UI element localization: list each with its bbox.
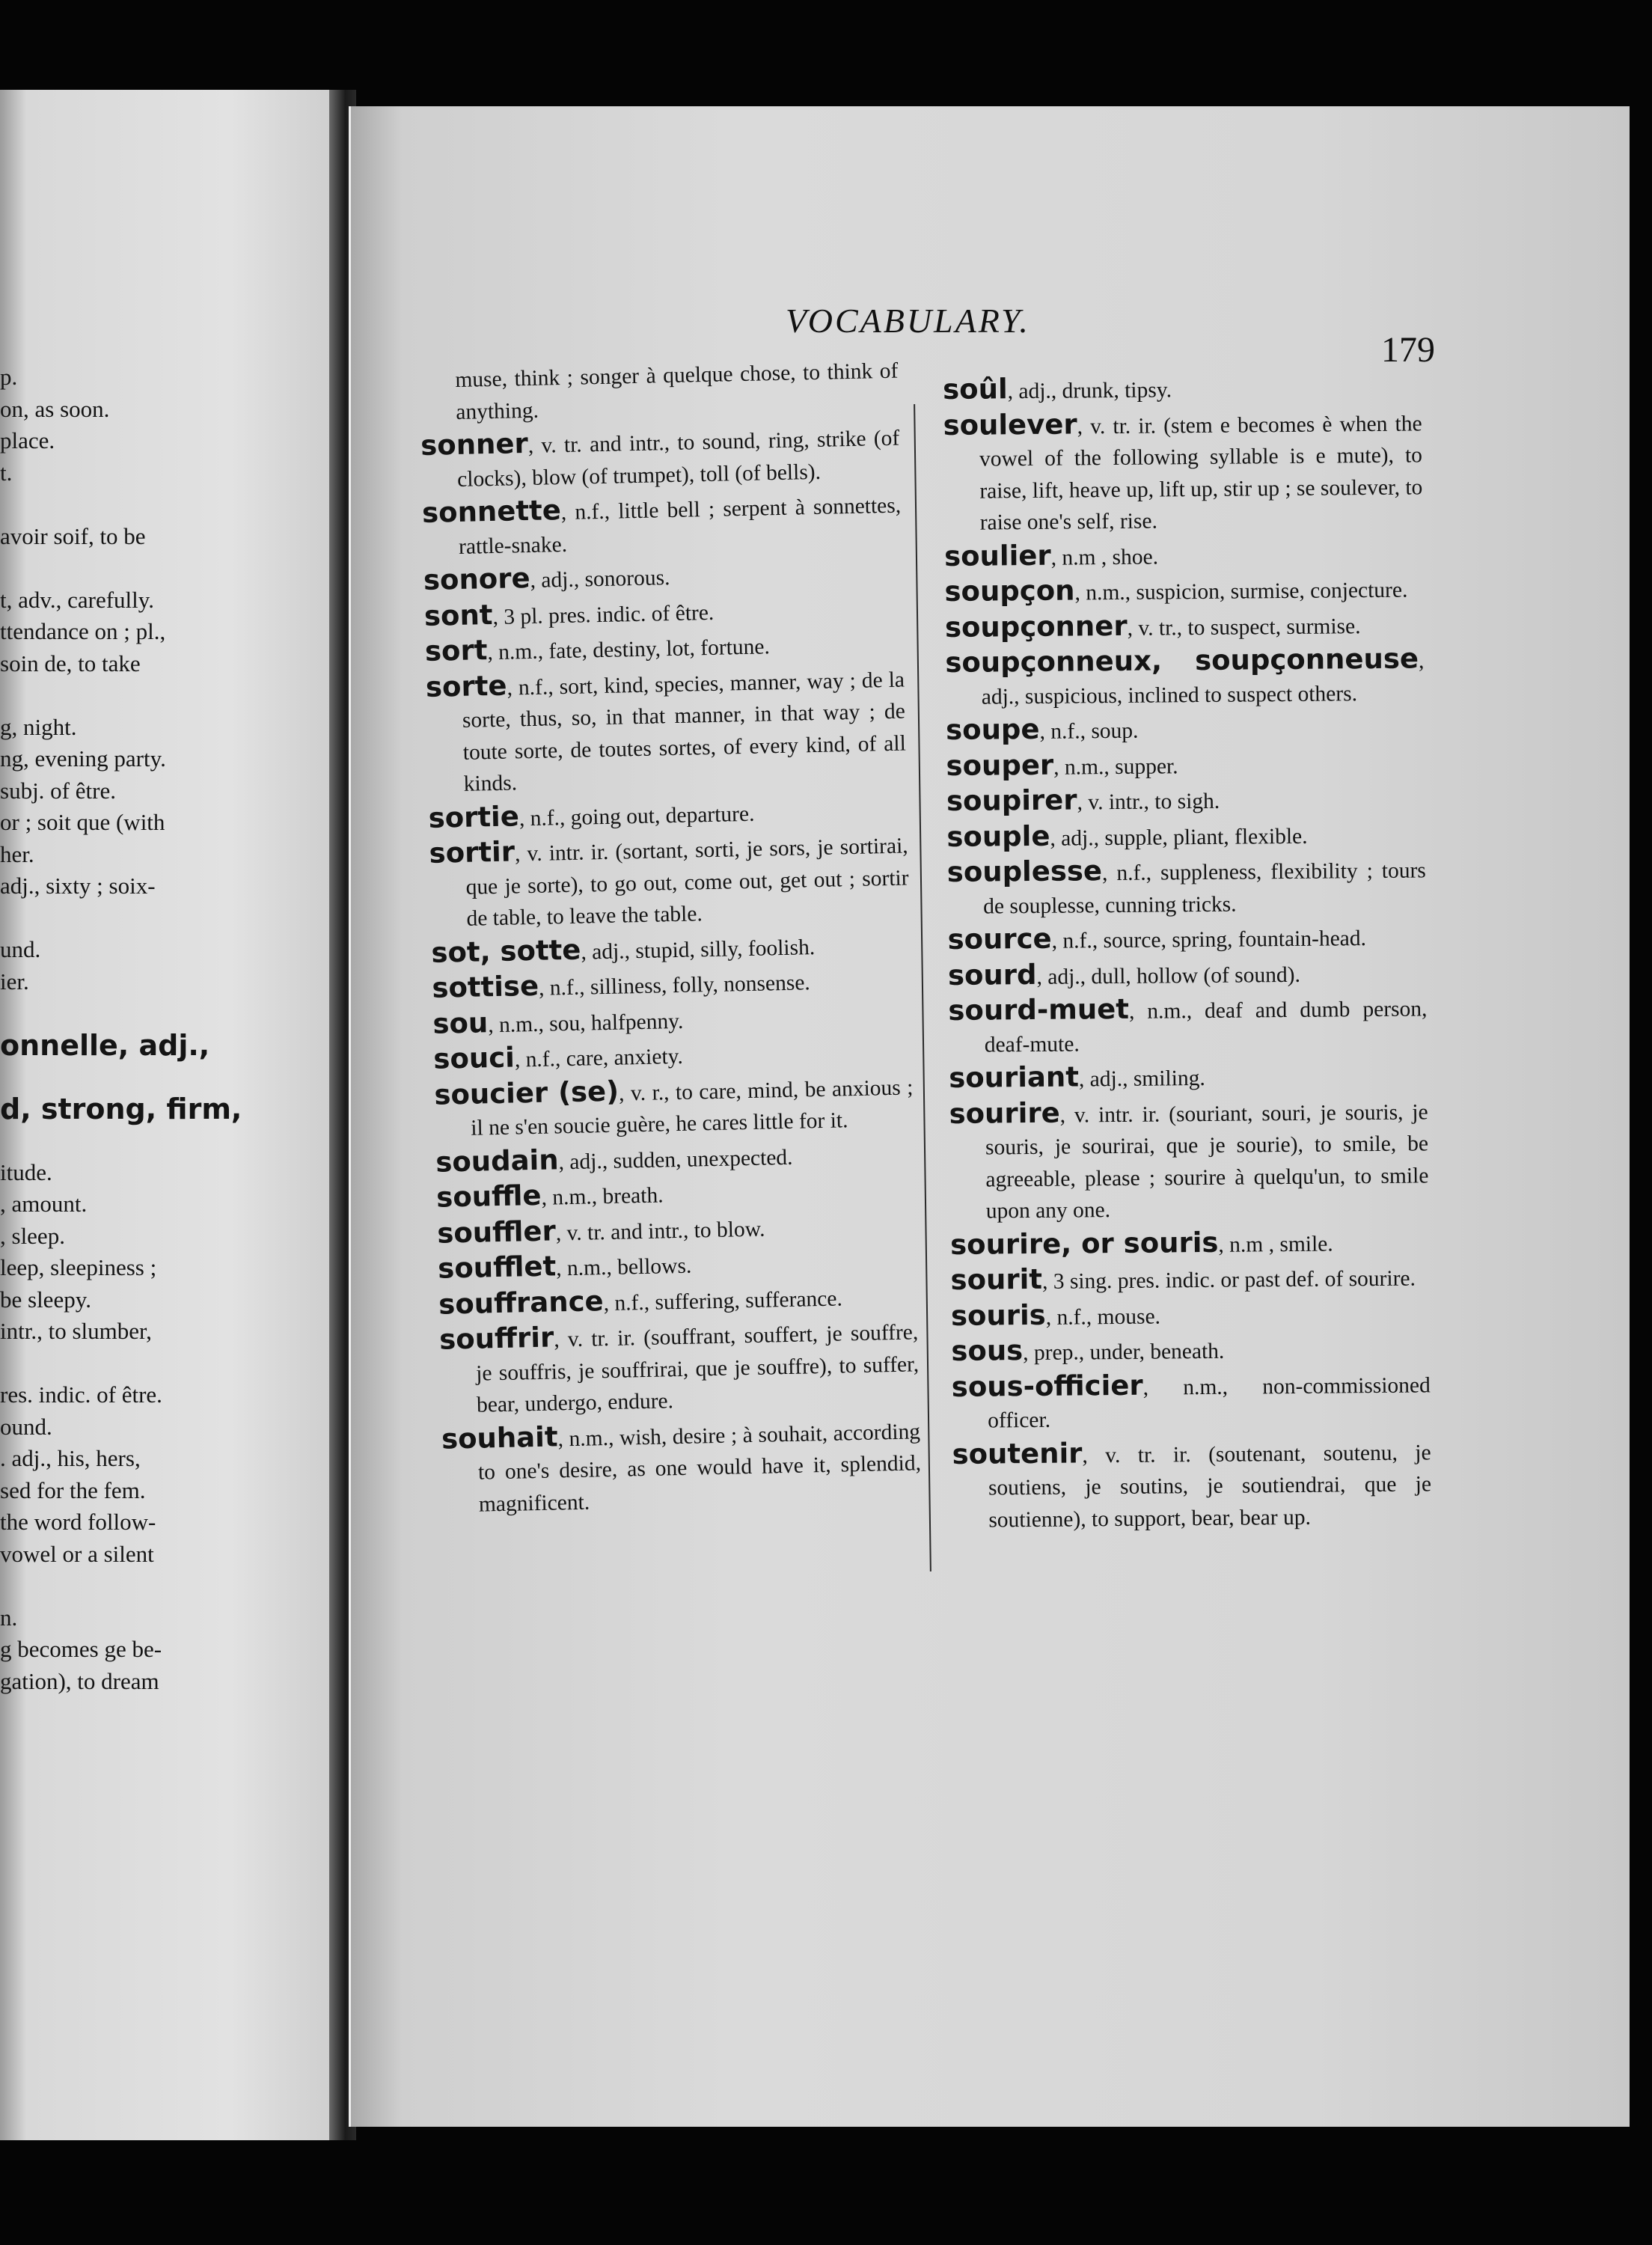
vocabulary-entry [426,662,907,801]
definition: , n.m., sou, halfpenny. [487,1009,684,1037]
definition: , adj., drunk, tipsy. [1007,378,1172,404]
headword: sonore [423,561,530,596]
left-page-line: be sleepy. [0,1286,91,1313]
definition: , adj., stupid, silly, foolish. [581,935,816,965]
definition: , n.m., fate, destiny, lot, fortune. [487,635,771,665]
left-page-line: ier. [0,968,29,995]
vocabulary-column-right [943,370,1432,1538]
vocabulary-column-left [419,355,922,1523]
left-page-line: adj., sixty ; soix- [0,873,156,899]
headword: sont [423,598,493,632]
vocabulary-entry [949,1094,1428,1228]
definition: , 3 pl. pres. indic. of être. [492,600,715,629]
left-page-line: d, strong, firm, [0,1092,242,1125]
left-page-line: on, as soon. [0,395,110,422]
left-page-line: onnelle, adj., [0,1028,210,1062]
definition: , adj., supple, pliant, flexible. [1050,824,1308,851]
headword: soupe [945,712,1040,746]
headword: souci [432,1041,516,1075]
left-page-fragment [0,90,329,2140]
definition: , adj., smiling. [1078,1066,1205,1092]
definition: , n.f., silliness, folly, nonsense. [538,971,811,1001]
vocabulary-entry [951,1296,1430,1334]
left-page-line: avoir soif, to be [0,522,146,549]
definition: , n.m., non-commissioned officer. [988,1372,1431,1433]
headword: souplesse [946,855,1103,888]
definition: , adj., sudden, unexpected. [558,1145,793,1174]
vocabulary-entry [945,608,1424,646]
definition: , n.m., breath. [541,1183,664,1210]
vocabulary-entry [441,1414,923,1521]
vocabulary-entry [948,956,1427,994]
headword: sourire, or souris [949,1226,1219,1261]
left-page-line: itude. [0,1158,52,1185]
left-page-line: subj. of être. [0,777,116,804]
headword: sou [432,1006,489,1040]
left-page-line: leep, sleepiness ; [0,1254,157,1280]
left-page-line: ng, evening party. [0,745,166,772]
vocabulary-entry [945,643,1425,713]
vocabulary-entry [952,1435,1431,1536]
vocabulary-entry [947,852,1427,923]
left-page-line: . adj., his, hers, [0,1445,141,1471]
definition: , n.f., suppleness, flexibility ; tours de souplesse, cunning tricks. [983,858,1426,919]
definition: , n.f., suffering, sufferance. [603,1286,843,1316]
left-page-line: g becomes ge be- [0,1636,162,1662]
left-page-line: ttendance on ; pl., [0,618,166,644]
vocabulary-entry [422,488,902,563]
headword: sort [424,634,488,668]
headword: sourire [949,1096,1060,1130]
headword: souffrance [438,1284,605,1321]
definition: , adj., dull, hollow (of sound). [1036,962,1301,989]
definition: , n.f., mouse. [1045,1304,1161,1330]
definition: , adj., sonorous. [530,566,670,593]
left-page-line: , sleep. [0,1222,65,1249]
headword: soufflet [437,1250,557,1285]
vocabulary-entry [944,537,1423,575]
vocabulary-entry [439,1314,920,1422]
headword: soupirer [946,784,1077,817]
left-page-line: res. indic. of être. [0,1381,162,1408]
left-page-line: p. [0,364,18,390]
definition: , n.f., source, spring, fountain-head. [1051,926,1367,953]
left-page-line: place. [0,427,55,453]
headword: souffrir [438,1321,554,1356]
headword: soupçon [944,574,1075,608]
left-page-line: t. [0,459,13,486]
headword: sottise [431,969,539,1004]
left-page-line: gation), to dream [0,1667,159,1694]
headword: souris [950,1298,1046,1332]
left-page-line: sed for the fem. [0,1476,146,1503]
definition: , n.m., suspicion, surmise, conjecture. [1074,578,1408,605]
vocabulary-entry [419,355,899,429]
left-page-line: soin de, to take [0,650,141,676]
definition: , n.f., soup. [1039,718,1139,744]
headword: soulier [943,539,1051,572]
headword: sortir [429,835,516,870]
headword: sonnette [421,494,562,529]
headword: souper [946,748,1054,782]
headword: soupçonner [944,609,1128,644]
definition: , n.m., bellows. [555,1253,692,1281]
vocabulary-entry [947,920,1426,958]
vocabulary-entry [952,1367,1431,1438]
left-page-line: t, adv., carefully. [0,586,154,613]
headword: sonner [420,427,529,462]
headword: souriant [949,1060,1080,1094]
vocabulary-entry [943,406,1422,540]
definition: , v. tr. ir. (stem e becomes è when the vowel of the following syllable is e mute), to raise, lift, heave up, lift up, stir up ; se soulever, to raise one's self, rise. [979,411,1423,535]
definition: , n.m , smile. [1218,1231,1333,1257]
definition: , n.f., little bell ; serpent à sonnettes, rattle-snake. [458,493,902,559]
definition: , n.f., care, anxiety. [514,1044,684,1072]
left-page-line: n. [0,1604,18,1631]
definition: , adj., suspicious, inclined to suspect others. [981,649,1425,709]
left-page-line: intr., to slumber, [0,1318,152,1344]
headword: soucier (se) [433,1075,620,1111]
headword: soutenir [952,1436,1083,1470]
definition: , v. tr., to suspect, surmise. [1127,614,1361,641]
definition: , v. tr. and intr., to sound, ring, strike (of clocks), blow (of trumpet), toll (of bells). [456,426,900,492]
definition: , n.m., deaf and dumb person, deaf-mute. [984,997,1428,1057]
definition: , v. r., to care, mind, be anxious ; il ne s'en soucie guère, he cares little for it. [471,1075,914,1140]
headword: sot, sotte [430,933,581,969]
definition: , v. tr. ir. (souffrant, souffert, je souffre, je souffris, je souffrirai, que je souffre), to suffer, bear, undergo, endure. [475,1320,920,1417]
headword: sous [951,1334,1024,1367]
left-page-line: or ; soit que (with [0,809,165,835]
definition: , 3 sing. pres. indic. or past def. of sourire. [1041,1266,1416,1294]
headword: soulever [943,407,1077,442]
vocabulary-entry [420,421,901,496]
headword: souffler [436,1214,557,1250]
vocabulary-entry [946,710,1425,748]
vocabulary-entry [948,991,1428,1061]
vocabulary-entry [950,1260,1429,1298]
page-number: 179 [1381,330,1435,370]
definition: , n.m., wish, desire ; à souhait, according to one's desire, as one would have it, splendid, magnificent. [477,1419,922,1517]
definition: , n.f., going out, departure. [518,801,755,831]
headword: source [947,922,1052,956]
vocabulary-entry [946,746,1425,784]
vocabulary-entry [944,572,1423,610]
definition: , v. tr. and intr., to blow. [555,1217,765,1245]
left-page-line: g, night. [0,713,77,740]
left-page-line: und. [0,936,41,962]
headword: souhait [441,1420,558,1456]
definition: , n.m , shoe. [1050,544,1159,570]
definition: , n.m., supper. [1053,754,1178,780]
headword: souffle [435,1179,542,1214]
definition: , prep., under, beneath. [1023,1339,1225,1366]
definition: , n.f., sort, kind, species, manner, way ; de la sorte, thus, so, in that manner, in that way ; de toute sorte, de toutes sortes, of every kind, of all kinds. [462,668,907,796]
headword: sortie [428,799,520,834]
headword: soûl [942,373,1008,406]
vocabulary-entry [434,1069,914,1145]
definition: , v. intr. ir. (souriant, souri, je souris, je souris, je sourirai, que je sourie), to smile, be agreeable, please ; sourire à quelqu'un, to smile upon any one. [985,1099,1429,1224]
definition: , v. intr., to sigh. [1077,789,1220,815]
left-page-line: her. [0,840,34,867]
vocabulary-entry [949,1058,1428,1096]
headword: sous-officier [951,1369,1143,1403]
left-page-line: the word follow- [0,1509,156,1535]
vocabulary-entry [943,370,1422,408]
definition: , v. tr. ir. (soutenant, soutenu, je soutiens, je soutins, je soutiendrai, que je soutienne), to support, bear, bear up. [988,1440,1432,1533]
vocabulary-entry [429,828,910,935]
headword: sourit [950,1262,1043,1296]
headword: soudain [435,1143,559,1179]
running-head: VOCABULARY. [786,302,1030,340]
left-page-line: vowel or a silent [0,1540,154,1567]
headword: sourd [947,958,1037,992]
left-page-line: , amount. [0,1191,88,1217]
headword: soupçonneux, soupçonneuse [945,642,1419,679]
vocabulary-entry [946,781,1425,819]
vocabulary-entry [951,1331,1430,1369]
definition: , v. intr. ir. (sortant, sorti, je sors, je sortirai, que je sorte), to go out, come out, get out ; sortir de table, to leave the table. [465,834,909,931]
definition: muse, think ; songer à quelque chose, to think of anything. [455,358,899,424]
headword: sorte [425,669,507,703]
left-page-line: ound. [0,1413,52,1440]
vocabulary-entry [950,1225,1429,1263]
headword: sourd-muet [948,992,1130,1027]
headword: souple [946,819,1050,853]
vocabulary-entry [946,817,1425,855]
